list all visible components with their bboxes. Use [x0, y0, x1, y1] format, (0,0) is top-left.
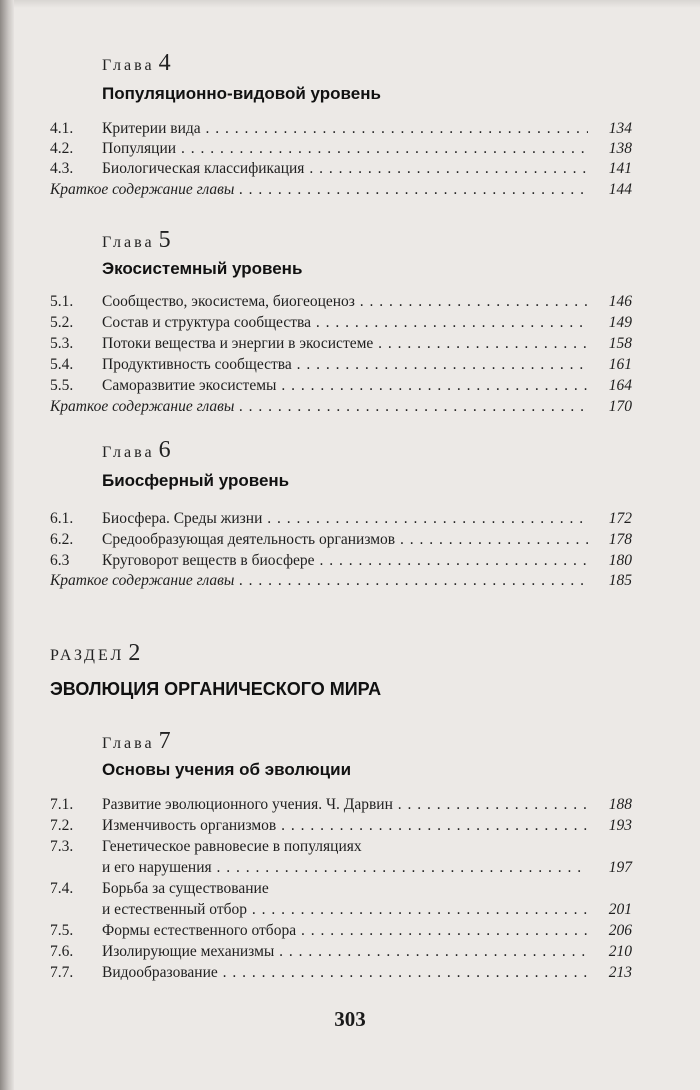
summary-title: Краткое содержание главы . . .: [50, 570, 588, 591]
entry-number: 7.6.: [50, 943, 74, 960]
entry-page: 178: [608, 531, 632, 548]
section-2-label: [50, 640, 140, 667]
chapter-7-label: [102, 728, 171, 755]
entry-number: 4.1.: [50, 120, 74, 137]
entry-title: Средообразующая деятельность организмов . . .: [102, 529, 588, 550]
toc-entry[interactable]: [50, 815, 632, 836]
section-label-text: РАЗДЕЛ: [50, 647, 125, 664]
chapter-4-label: [102, 50, 171, 77]
entry-number: 7.7.: [50, 964, 74, 981]
entry-number: 6.3: [50, 552, 70, 569]
chapter-label-text: Глава: [102, 57, 155, 74]
toc-entry[interactable]: [50, 375, 632, 396]
entry-title: Биологическая классификация . . .: [102, 158, 588, 179]
entry-title: Критерии вида . . .: [102, 118, 588, 139]
section-number: 2: [128, 640, 141, 666]
page-number: 303: [334, 1007, 366, 1031]
entry-number: 7.5.: [50, 922, 74, 939]
entry-title-line1: Борьба за существование: [102, 880, 269, 897]
toc-entry[interactable]: [50, 920, 632, 941]
chapter-number: 5: [158, 227, 171, 253]
toc-entry[interactable]: [50, 941, 632, 962]
entry-page: 134: [608, 120, 632, 137]
entry-page: 158: [608, 335, 632, 352]
entry-number: 7.4.: [50, 880, 74, 897]
chapter-number: 7: [158, 728, 171, 754]
chapter-label-text: Глава: [102, 444, 155, 461]
entry-page: 164: [608, 377, 632, 394]
entry-page: 201: [608, 901, 632, 918]
toc-entry[interactable]: [50, 794, 632, 815]
toc-entry[interactable]: [50, 962, 632, 983]
entry-number: 5.2.: [50, 314, 74, 331]
entry-title: Состав и структура сообщества . . .: [102, 312, 588, 333]
entry-page: 170: [608, 398, 632, 415]
chapter-label-text: Глава: [102, 234, 155, 251]
entry-number: 5.1.: [50, 293, 74, 310]
chapter-summary-entry[interactable]: [50, 570, 632, 591]
toc-entry[interactable]: [50, 550, 632, 571]
entry-page: 172: [608, 510, 632, 527]
entry-number: 7.2.: [50, 817, 74, 834]
toc-entry[interactable]: [50, 508, 632, 529]
chapter-5-title: Экосистемный уровень: [102, 259, 303, 278]
entry-title: Саморазвитие экосистемы . . .: [102, 375, 588, 396]
summary-title: Краткое содержание главы . . .: [50, 179, 588, 200]
entry-page: 161: [608, 356, 632, 373]
entry-page: 188: [608, 796, 632, 813]
entry-page: 213: [608, 964, 632, 981]
toc-entry[interactable]: [50, 312, 632, 333]
entry-page: 206: [608, 922, 632, 939]
chapter-number: 4: [158, 50, 171, 76]
entry-page: 210: [608, 943, 632, 960]
entry-number: 6.1.: [50, 510, 74, 527]
entry-title: Популяции . . .: [102, 138, 588, 159]
entry-title: Биосфера. Среды жизни . . .: [102, 508, 588, 529]
entry-page: 138: [608, 140, 632, 157]
chapter-7-title: Основы учения об эволюции: [102, 760, 352, 779]
chapter-6-title: Биосферный уровень: [102, 471, 290, 490]
toc-entry[interactable]: [50, 529, 632, 550]
entry-number: 5.3.: [50, 335, 74, 352]
entry-title: Видообразование . . .: [102, 962, 588, 983]
entry-number: 5.5.: [50, 377, 74, 394]
entry-page: 197: [608, 859, 632, 876]
entry-title: и естественный отбор . . .: [102, 899, 588, 920]
chapter-label-text: Глава: [102, 735, 155, 752]
toc-entry[interactable]: [50, 138, 632, 159]
chapter-4-title: Популяционно-видовой уровень: [102, 84, 381, 103]
toc-entry[interactable]: [50, 158, 632, 179]
chapter-5-label: [102, 227, 171, 254]
entry-title: Изменчивость организмов . . .: [102, 815, 588, 836]
entry-number: 4.2.: [50, 140, 74, 157]
entry-page: 149: [608, 314, 632, 331]
entry-title: Изолирующие механизмы . . .: [102, 941, 588, 962]
chapter-number: 6: [158, 437, 171, 463]
chapter-summary-entry[interactable]: [50, 179, 632, 200]
entry-number: 4.3.: [50, 160, 74, 177]
entry-page: 185: [608, 572, 632, 589]
entry-number: 5.4.: [50, 356, 74, 373]
section-2-title: ЭВОЛЮЦИЯ ОРГАНИЧЕСКОГО МИРА: [50, 679, 382, 699]
toc-entry[interactable]: [50, 118, 632, 139]
entry-title: Круговорот веществ в биосфере . . .: [102, 550, 588, 571]
entry-title: Сообщество, экосистема, биогеоценоз . . .: [102, 291, 588, 312]
entry-page: 144: [608, 181, 632, 198]
entry-page: 141: [608, 160, 632, 177]
entry-number: 6.2.: [50, 531, 74, 548]
entry-title: Развитие эволюционного учения. Ч. Дарвин . . .: [102, 794, 588, 815]
chapter-summary-entry[interactable]: [50, 396, 632, 417]
chapter-6-label: [102, 437, 171, 464]
entry-page: 193: [608, 817, 632, 834]
entry-number: 7.1.: [50, 796, 74, 813]
entry-page: 180: [608, 552, 632, 569]
toc-entry[interactable]: [50, 354, 632, 375]
entry-number: 7.3.: [50, 838, 74, 855]
entry-title-line1: Генетическое равновесие в популяциях: [102, 838, 362, 855]
summary-title: Краткое содержание главы . . .: [50, 396, 588, 417]
entry-title: и его нарушения . . .: [102, 857, 588, 878]
entry-title: Формы естественного отбора . . .: [102, 920, 588, 941]
entry-title: Потоки вещества и энергии в экосистеме . . .: [102, 333, 588, 354]
entry-page: 146: [608, 293, 632, 310]
toc-entry[interactable]: [50, 291, 632, 312]
toc-entry[interactable]: [50, 333, 632, 354]
entry-title: Продуктивность сообщества . . .: [102, 354, 588, 375]
